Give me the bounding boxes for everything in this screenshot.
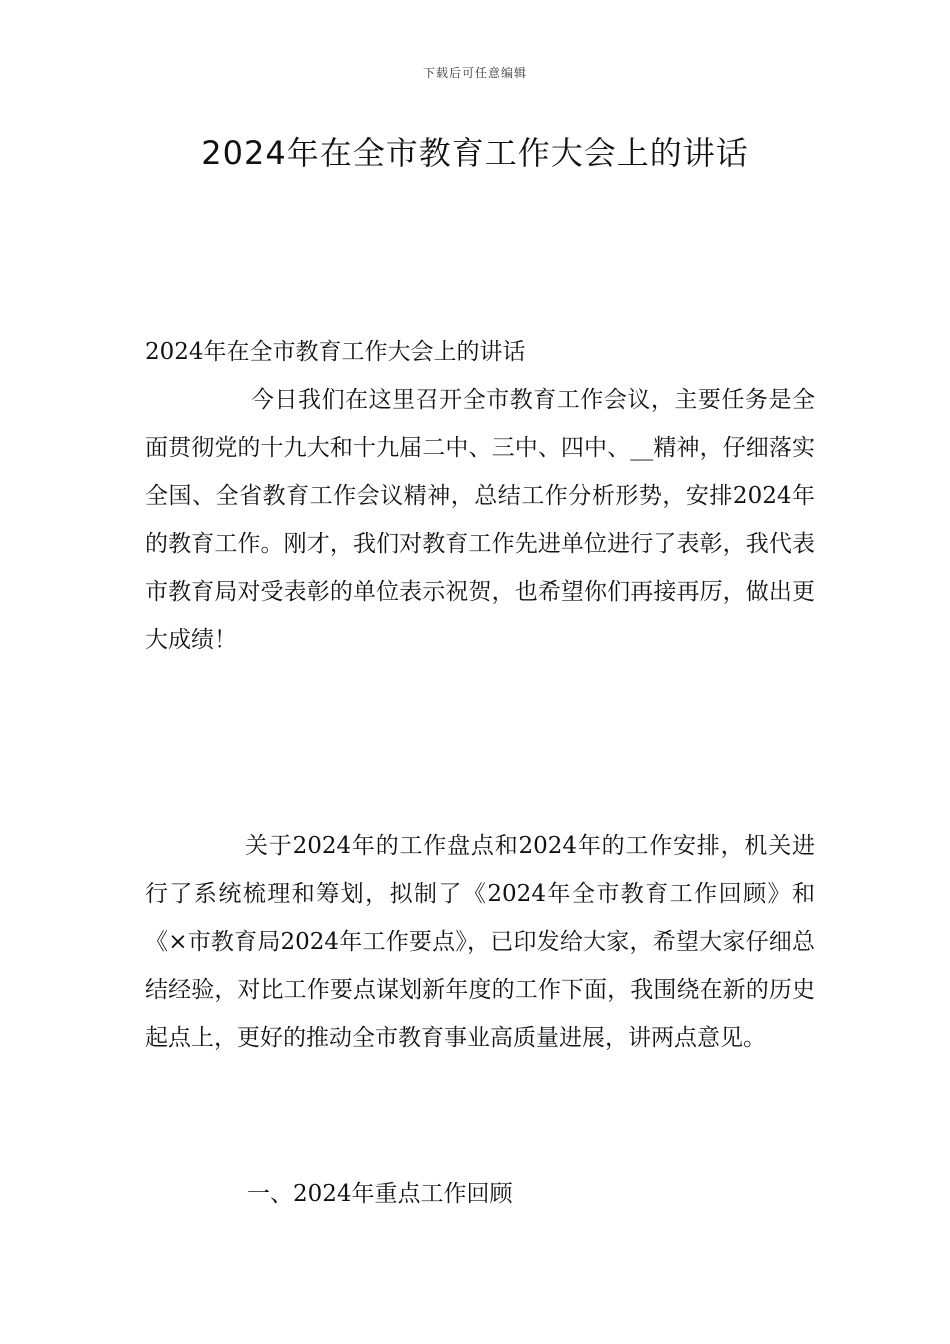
paragraph-work-summary: 关于2024年的工作盘点和2024年的工作安排，机关进行了系统梳理和筹划，拟制了《2024年全市教育工作回顾》和《×市教育局2024年工作要点》，已印发给大家，希望大家仔细总结经验，对比工作要点谋划新年度的工作下面，我围绕在新的历史起点上，更好的推动全市教育事业高质量进展，讲两点意见。 xyxy=(145,833,815,1051)
section-heading: 一、2024年重点工作回顾 xyxy=(247,1181,513,1207)
document-subtitle: 2024年在全市教育工作大会上的讲话 xyxy=(145,339,526,365)
header-note: 下载后可任意编辑 xyxy=(422,66,527,80)
document-title: 2024年在全市教育工作大会上的讲话 xyxy=(201,134,749,172)
paragraph-opening: 今日我们在这里召开全市教育工作会议，主要任务是全面贯彻党的十九大和十九届二中、三中、四中、__精神，仔细落实全国、全省教育工作会议精神，总结工作分析形势，安排2024年的教育工作。刚才，我们对教育工作先进单位进行了表彰，我代表市教育局对受表彰的单位表示祝贺，也希望你们再接再厉，做出更大成绩！ xyxy=(145,387,815,653)
